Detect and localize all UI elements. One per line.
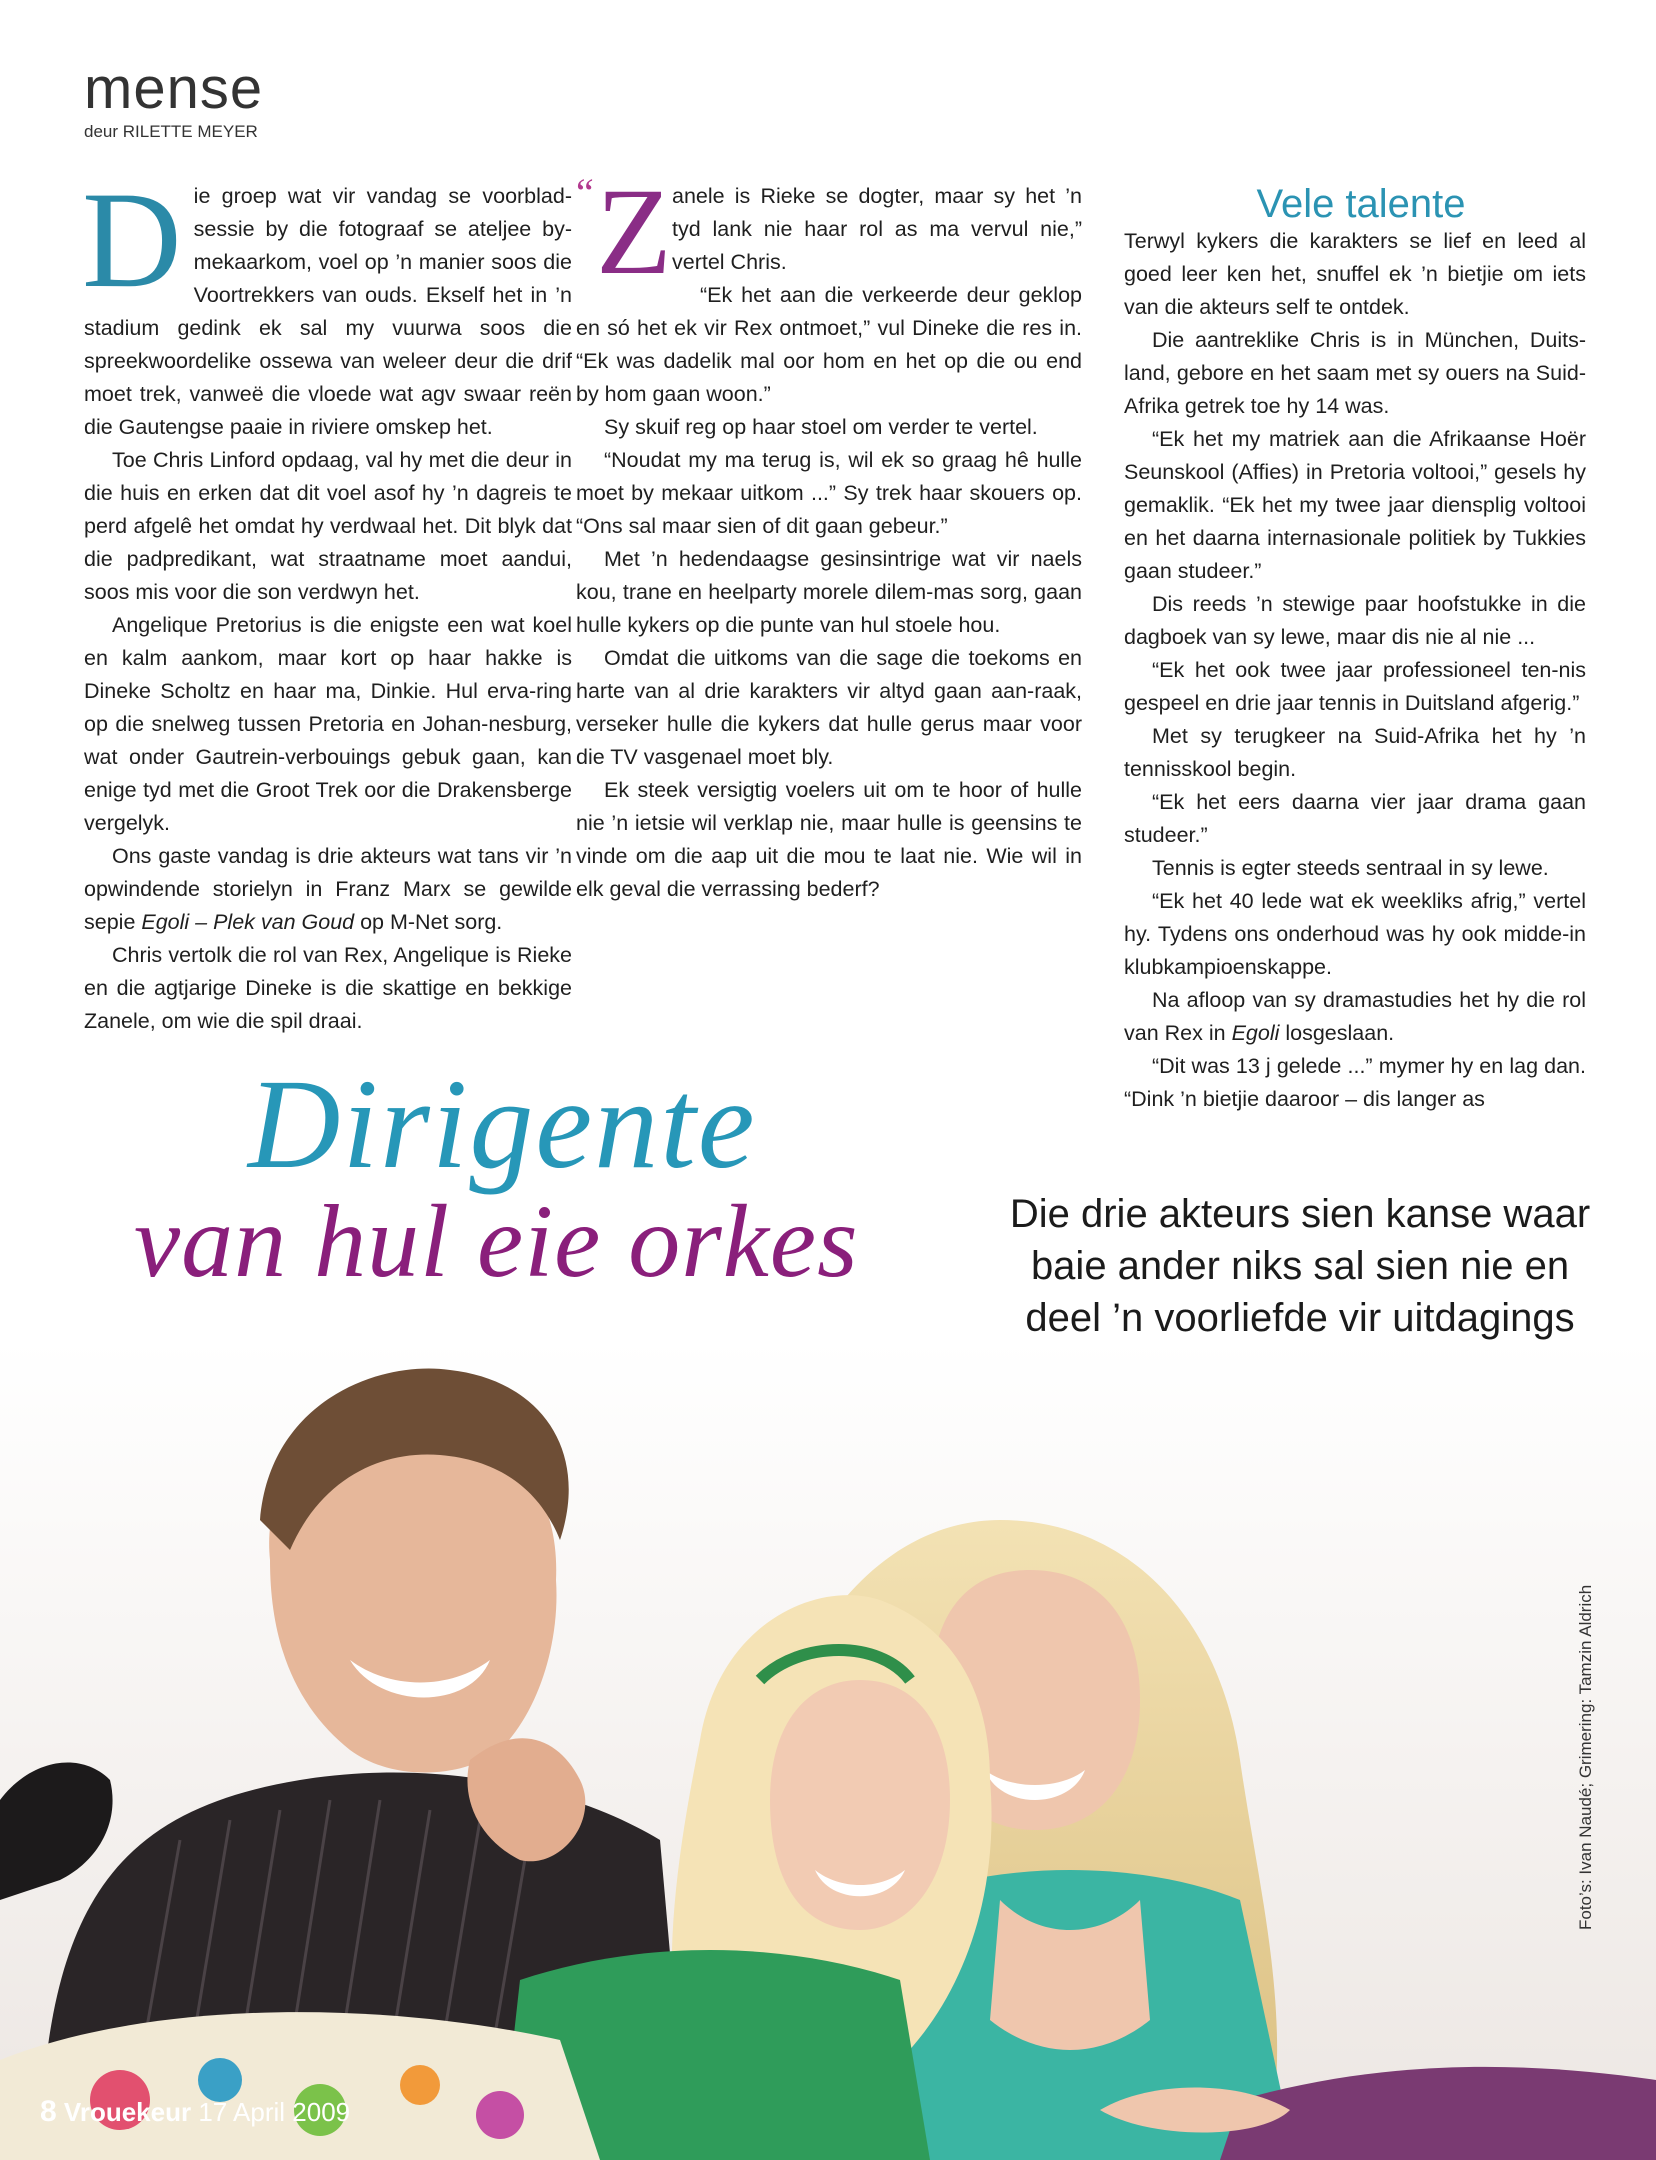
paragraph: Ek steek versigtig voelers uit om te hoor of hulle nie ’n ietsie wil verklap nie, maar hulle is geensins te vinde om die aap uit die mou te laat nie. Wie wil in elk geval die verrassing bederf? [576, 778, 1082, 901]
paragraph: Met ’n hedendaagse gesinsintrige wat vir naels kou, trane en heelparty morele dilem-mas sorg, gaan hulle kykers op die punte van hul stoele hou. [576, 547, 1082, 637]
article-column-3 [1124, 225, 1586, 1116]
paragraph: “Noudat my ma terug is, wil ek so graag hê hulle moet by mekaar uitkom ...” Sy trek haar skouers op. “Ons sal maar sien of dit gaan gebeur.” [576, 448, 1082, 538]
headline-line-2: van hul eie orkes [134, 1184, 859, 1299]
paragraph: Dis reeds ’n stewige paar hoofstukke in die dagboek van sy lewe, maar dis nie al nie ... [1124, 592, 1586, 649]
paragraph: “ Z anele is Rieke se dogter, maar sy het ’n tyd lank nie haar rol as ma vervul nie,” vertel Chris. [576, 163, 1082, 300]
paragraph: “Ek het aan die verkeerde deur geklop en só het ek vir Rex ontmoet,” vul Dineke die res in. “Ek was dadelik mal oor hom en het op die ou end by hom gaan woon.” [576, 283, 1082, 406]
issue-date: 17 April 2009 [198, 2097, 351, 2127]
magazine-name: Vrouekeur [63, 2097, 192, 2127]
drop-cap: “ Z [576, 163, 672, 300]
paragraph: Toe Chris Linford opdaag, val hy met die deur in die huis en erken dat dit voel asof hy ’n dagreis te perd afgelê het omdat hy verdwaal het. Dit blyk dat die padpredikant, wat straatname moet aandui, soos mis voor die son verdwyn het. [84, 448, 572, 604]
paragraph: “Ek het ook twee jaar professioneel ten-nis gespeel en drie jaar tennis in Duitsland afgerig.” [1124, 658, 1586, 715]
paragraph: Terwyl kykers die karakters se lief en leed al goed leer ken het, snuffel ek ’n bietjie om iets van die akteurs self te ontdek. [1124, 229, 1586, 319]
article-column-2 [576, 163, 1082, 906]
photo-credit: Foto’s: Ivan Naudé; Grimering: Tamzin Aldrich [1576, 1584, 1595, 1930]
paragraph: “Ek het my matriek aan die Afrikaanse Hoër Seunskool (Affies) in Pretoria voltooi,” gesels hy gemaklik. “Ek het my twee jaar diensplig voltooi en het daarna internasionale politiek by Tukkies gaan studeer.” [1124, 427, 1586, 583]
paragraph: Omdat die uitkoms van die sage die toekoms en harte van al drie karakters vir altyd gaan aan-raak, verseker hulle die kykers dat hulle gerus maar voor die TV vasgenael moet bly. [576, 646, 1082, 769]
paragraph: Met sy terugkeer na Suid-Afrika het hy ’n tennisskool begin. [1124, 724, 1586, 781]
article-column-1 [82, 163, 572, 1038]
paragraph: Tennis is egter steeds sentraal in sy lewe. [1152, 856, 1549, 880]
byline: deur RILETTE MEYER [84, 122, 258, 141]
deck: Die drie akteurs sien kanse waar baie ander niks sal sien nie en deel ’n voorliefde vir uitdagings [1009, 1192, 1591, 1340]
paragraph: Angelique Pretorius is die enigste een wat koel en kalm aankom, maar kort op haar hakke is Dineke Scholtz en haar ma, Dinkie. Hul erva-ring op die snelweg tussen Pretoria en Johan-nesburg, wat onder Gautrein-verbouings gebuk gaan, kan enige tyd met die Groot Trek oor die Drakensberge vergelyk. [84, 613, 572, 835]
paragraph: “Dit was 13 j gelede ...” mymer hy en lag dan. “Dink ’n bietjie daaroor – dis langer as [1124, 1054, 1586, 1111]
paragraph: “Ek het 40 lede wat ek weekliks afrig,” vertel hy. Tydens ons onderhoud was hy ook midde-in klubkampioenskappe. [1124, 889, 1586, 979]
paragraph: Die groep wat vir vandag se voorblad-sessie by die fotograaf se ateljee by-mekaarkom, voel op ’n manier soos die Voortrekkers van ouds. Ekself het in ’n stadium gedink ek sal my vuurwa soos die spreekwoordelike ossewa van weleer deur die drif moet trek, vanweë die vloede wat agv swaar reën die Gautengse paaie in riviere omskep het. [82, 163, 572, 439]
paragraph: “Ek het eers daarna vier jaar drama gaan studeer.” [1124, 790, 1586, 847]
drop-cap: D [82, 163, 182, 316]
subheading: Vele talente [1256, 182, 1466, 226]
paragraph: Sy skuif reg op haar stoel om verder te vertel. [604, 415, 1038, 439]
paragraph: Die aantreklike Chris is in München, Duits-land, gebore en het saam met sy ouers na Suid-Afrika getrek toe hy 14 was. [1124, 328, 1586, 418]
page-number: 8 [40, 2095, 57, 2128]
paragraph: Ons gaste vandag is drie akteurs wat tans vir ’n opwindende storielyn in Franz Marx se gewilde sepie Egoli – Plek van Goud op M-Net sorg. [84, 844, 572, 934]
paragraph: Chris vertolk die rol van Rex, Angelique is Rieke en die agtjarige Dineke is die skattige en bekkige Zanele, om wie die spil draai. [84, 943, 572, 1033]
cast-photo [0, 1340, 1656, 2160]
open-quote: “ [576, 170, 594, 215]
headline-line-1: Dirigente [248, 1053, 757, 1195]
section-title: mense [84, 56, 264, 121]
paragraph: Na afloop van sy dramastudies het hy die rol van Rex in Egoli losgeslaan. [1124, 988, 1586, 1045]
page-footer [40, 2095, 350, 2129]
